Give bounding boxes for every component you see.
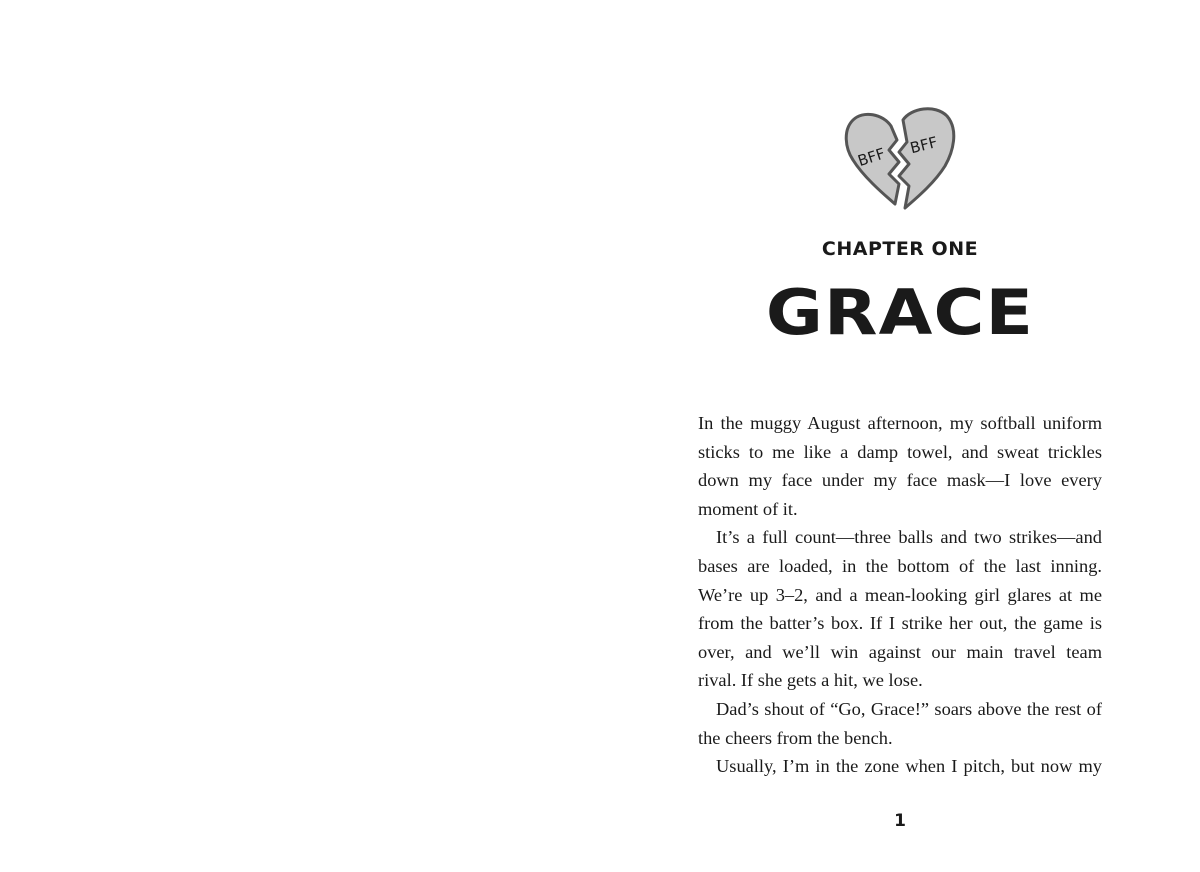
page-number: 1 [894,811,906,831]
chapter-title: GRACE [765,276,1035,349]
body-line: In the muggy August afternoon, my softball uniform [698,413,1102,433]
body-line: down my face under my face mask—I love every [698,470,1102,491]
body-line: Usually, I’m in the zone when I pitch, but now my [716,756,1102,777]
body-line: from the batter’s box. If I strike her out, the game is [698,613,1102,634]
emblem-right-text: BFF [908,133,940,158]
body-line: sticks to me like a damp towel, and sweat trickles [698,441,1102,462]
broken-heart-icon [843,104,957,212]
chapter-body-text [698,409,1102,781]
body-line: rival. If she gets a hit, we lose. [698,670,923,691]
heart-right-half [899,109,954,208]
body-line: It’s a full count—three balls and two strikes—and [716,527,1102,548]
body-line: bases are loaded, in the bottom of the last inning. [698,555,1102,576]
emblem-left-text: BFF [855,144,888,171]
body-line: Dad’s shout of “Go, Grace!” soars above the rest of [716,698,1102,719]
body-line: moment of it. [698,498,798,519]
right-page [600,0,1200,872]
chapter-label: CHAPTER ONE [821,238,979,260]
body-line: the cheers from the bench. [698,727,893,748]
body-line: We’re up 3–2, and a mean-looking girl glares at me [698,584,1102,605]
body-line: over, and we’ll win against our main travel team [698,641,1102,662]
